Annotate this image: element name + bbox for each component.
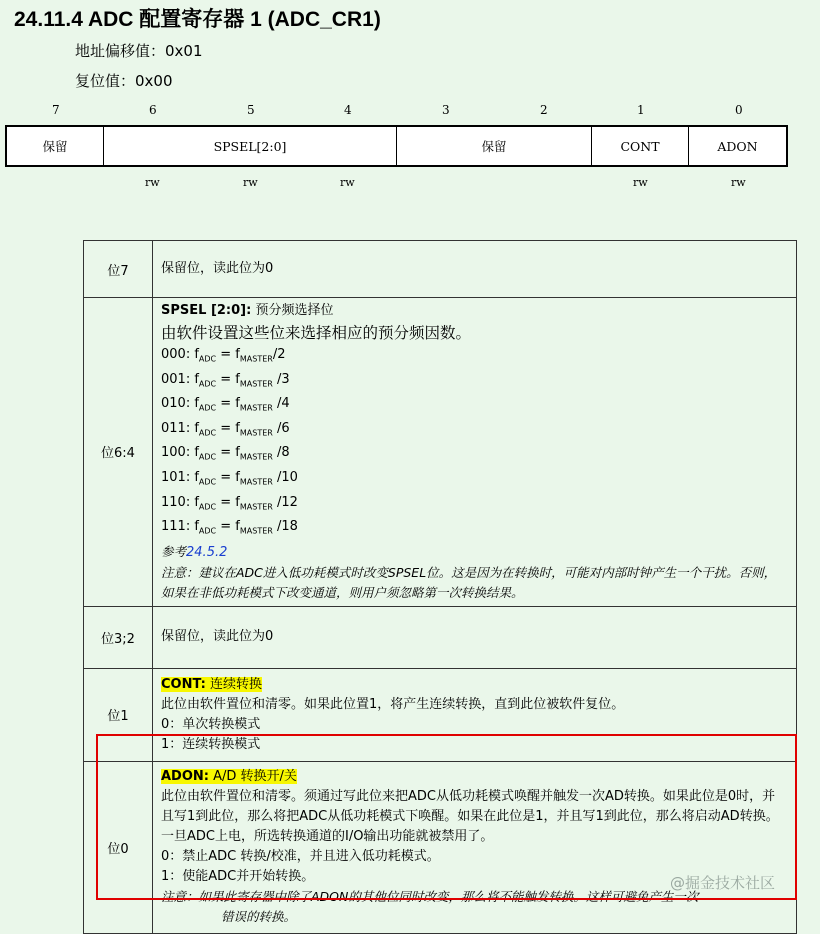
bit32-label: 位3;2	[84, 606, 153, 668]
access-rw-4: rw	[340, 176, 355, 189]
adon-option-0: 0：禁止ADC 转换/校准，并且进入低功耗模式。	[161, 849, 440, 865]
address-offset: 地址偏移值：0x01	[75, 42, 203, 60]
bit-description-table	[83, 240, 797, 934]
access-rw-0: rw	[731, 176, 746, 189]
spsel-note: 注意：建议在ADC进入低功耗模式时改变SPSEL位。这是因为在转换时，可能对内部时钟产生一个干扰。否则，如果在非低功耗模式下改变通道，则用户须忽略第一次转换结果。	[161, 564, 777, 600]
spsel-name: SPSEL [2:0]:	[161, 303, 252, 318]
spsel-option: 001: $f_{ADC} = f_{MASTER}$ /3	[161, 371, 290, 389]
adon-desc: 此位由软件置位和清零。须通过写此位来把ADC从低功耗模式唤醒并触发一次AD转换。如果此位是0时，并且写1到此位，那么将把ADC从低功耗模式下唤醒。如果在此位是1，并且写1到此位，那么将启动AD转换。一旦ADC上电，所选转换通道的I/O输出功能就被禁用了。	[161, 789, 779, 845]
bit1-content	[153, 668, 797, 761]
spsel-option-list	[161, 345, 788, 542]
cont-option-0: 0：单次转换模式	[161, 716, 261, 732]
bit-number-0: 0	[735, 103, 743, 117]
spsel-reference: 参考24.5.2	[161, 543, 228, 560]
cont-name: CONT:	[161, 676, 206, 692]
watermark: @掘金技术社区	[670, 874, 776, 892]
reset-value: 复位值：0x00	[75, 72, 173, 90]
bit32-text: 保留位，读此位为0	[153, 606, 797, 668]
row-bit7	[84, 241, 797, 298]
reg-cell-adon: ADON	[717, 138, 758, 154]
bit-number-5: 5	[247, 103, 255, 117]
row-bit1	[84, 668, 797, 761]
adon-note-cont: 错误的转换。	[221, 909, 297, 925]
bit7-text: 保留位，读此位为0	[153, 241, 797, 298]
access-rw-1: rw	[633, 176, 648, 189]
bit-number-1: 1	[637, 103, 645, 117]
reg-cell-spsel: SPSEL[2:0]	[104, 127, 397, 165]
bit-number-2: 2	[540, 103, 548, 117]
spsel-name-desc: 预分频选择位	[255, 303, 334, 318]
spsel-option: 010: $f_{ADC} = f_{MASTER}$ /4	[161, 396, 290, 413]
access-rw-5: rw	[243, 176, 258, 189]
spsel-intro: 由软件设置这些位来选择相应的预分频因数。	[161, 324, 472, 342]
bit0-label: 位0	[84, 761, 153, 933]
bit-number-6: 6	[149, 103, 157, 117]
register-layout	[5, 125, 788, 167]
cont-option-1: 1：连续转换模式	[161, 736, 261, 752]
adon-note: 注意：如果此寄存器中除了ADON的其他位同时改变，那么将不能触发转换。这样可避免产生一次	[161, 889, 699, 905]
bit1-label: 位1	[84, 668, 153, 761]
adon-option-1: 1：使能ADC并开始转换。	[161, 869, 315, 885]
bit-number-7: 7	[52, 103, 60, 117]
bit7-label: 位7	[84, 241, 153, 298]
reg-cell-cont: CONT	[592, 127, 689, 165]
cont-desc: 此位由软件置位和清零。如果此位置1，将产生连续转换，直到此位被软件复位。	[161, 696, 625, 712]
bit-number-4: 4	[344, 103, 352, 117]
spsel-option: 111: $f_{ADC} = f_{MASTER}$ /18	[161, 519, 298, 536]
bit0-content	[153, 761, 797, 933]
spsel-option: 011: $f_{ADC} = f_{MASTER}$ /6	[161, 420, 290, 438]
cont-name-desc: 连续转换	[206, 677, 262, 692]
adon-name-desc: A/D 转换开/关	[209, 769, 297, 784]
row-bit0	[84, 761, 797, 933]
section-title: 24.11.4 ADC 配置寄存器 1 (ADC_CR1)	[14, 8, 381, 31]
reference-link[interactable]: 24.5.2	[186, 544, 228, 560]
spsel-option: 110: $f_{ADC} = f_{MASTER}$ /12	[161, 494, 298, 512]
bit-number-3: 3	[442, 103, 450, 117]
row-bit3-2	[84, 606, 797, 668]
bit64-label: 位6:4	[84, 298, 153, 607]
row-bit6-4	[84, 298, 797, 607]
reg-cell-reserved-7: 保留	[7, 127, 104, 165]
spsel-option: 101: $f_{ADC} = f_{MASTER}$ /10	[161, 469, 298, 487]
adon-name: ADON:	[161, 769, 209, 785]
access-rw-6: rw	[145, 176, 160, 189]
spsel-option: 100: $f_{ADC} = f_{MASTER}$ /8	[161, 445, 290, 462]
spsel-option: 000: $f_{ADC} = f_{MASTER}/2$	[161, 347, 286, 364]
bit64-content	[153, 298, 797, 607]
reg-cell-reserved-3-2: 保留	[397, 127, 592, 165]
